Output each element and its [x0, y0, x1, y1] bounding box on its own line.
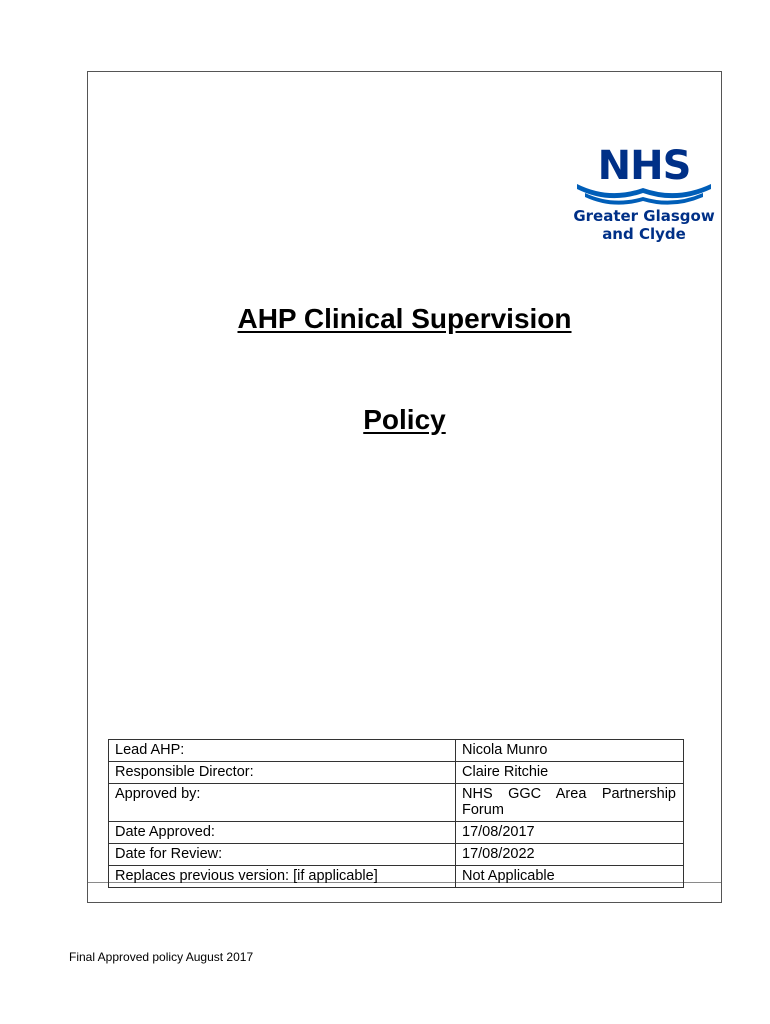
table-row [109, 822, 684, 844]
document-details-table [108, 739, 684, 888]
detail-label: Date for Review: [109, 844, 456, 866]
logo-line-2: and Clyde [602, 225, 686, 243]
document-subtitle: Policy [363, 404, 446, 435]
detail-value: 17/08/2017 [456, 822, 684, 844]
logo-line-1: Greater Glasgow [573, 207, 715, 225]
detail-label: Date Approved: [109, 822, 456, 844]
detail-value: 17/08/2022 [456, 844, 684, 866]
detail-label: Lead AHP: [109, 740, 456, 762]
nhs-wave-icon [569, 146, 719, 208]
logo-wordmark: NHS [597, 146, 691, 189]
detail-value: Not Applicable [456, 866, 684, 888]
table-row [109, 844, 684, 866]
table-row [109, 784, 684, 822]
detail-value: NHS GGC Area Partnership Forum [456, 784, 684, 822]
nhs-logo [569, 146, 719, 246]
page-footer: Final Approved policy August 2017 [69, 950, 254, 964]
detail-label: Responsible Director: [109, 762, 456, 784]
detail-label: Replaces previous version: [if applicable] [109, 866, 456, 888]
table-row [109, 762, 684, 784]
detail-value: Nicola Munro [456, 740, 684, 762]
detail-value: Claire Ritchie [456, 762, 684, 784]
document-title: AHP Clinical Supervision [237, 303, 572, 334]
table-row [109, 866, 684, 888]
detail-label: Approved by: [109, 784, 456, 822]
table-row [109, 740, 684, 762]
